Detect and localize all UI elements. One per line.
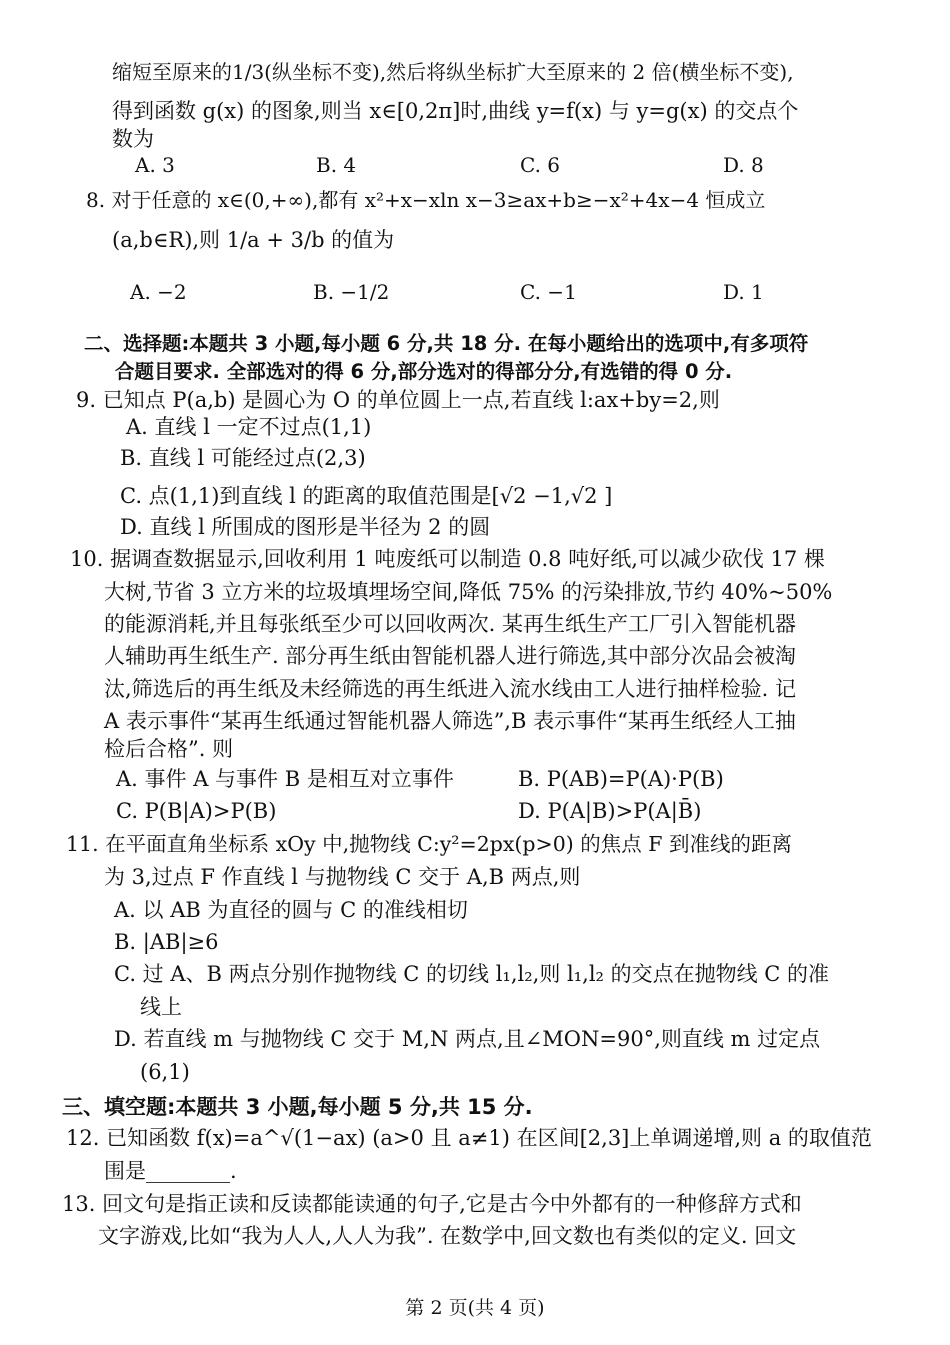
q13-line-1: 13. 回文句是指正读和反读都能读通的句子,它是古今中外都有的一种修辞方式和 bbox=[62, 1192, 802, 1216]
section-2-heading-line-1: 二、选择题:本题共 3 小题,每小题 6 分,共 18 分. 在每小题给出的选项中,有多项符 bbox=[84, 332, 809, 355]
q9-option-c: C. 点(1,1)到直线 l 的距离的取值范围是[√2 −1,√2 ] bbox=[120, 484, 613, 508]
q8-option-b: B. −1/2 bbox=[313, 280, 390, 304]
q10-option-a: A. 事件 A 与事件 B 是相互对立事件 bbox=[116, 767, 454, 791]
q10-line-3: 的能源消耗,并且每张纸至少可以回收两次. 某再生纸生产工厂引入智能机器 bbox=[104, 612, 797, 636]
q10-line-1: 10. 据调查数据显示,回收利用 1 吨废纸可以制造 0.8 吨好纸,可以减少砍伐 17 棵 bbox=[70, 547, 825, 571]
q11-option-b: B. |AB|≥6 bbox=[114, 930, 219, 954]
q7-option-b: B. 4 bbox=[316, 153, 357, 177]
q8-line-1: 8. 对于任意的 x∈(0,+∞),都有 x²+x−xln x−3≥ax+b≥−x²+4x−4 恒成立 bbox=[86, 188, 766, 212]
q12-line-1: 12. 已知函数 f(x)=a^√(1−ax) (a>0 且 a≠1) 在区间[2,3]上单调递增,则 a 的取值范 bbox=[66, 1126, 872, 1150]
q11-line-2: 为 3,过点 F 作直线 l 与抛物线 C 交于 A,B 两点,则 bbox=[104, 865, 581, 889]
q13-line-2: 文字游戏,比如“我为人人,人人为我”. 在数学中,回文数也有类似的定义. 回文 bbox=[98, 1224, 797, 1248]
q11-option-c-line-2: 线上 bbox=[140, 995, 182, 1019]
q7-line-2: 得到函数 g(x) 的图象,则当 x∈[0,2π]时,曲线 y=f(x) 与 y=g(x) 的交点个 bbox=[112, 99, 799, 123]
q10-line-7: 检后合格”. 则 bbox=[104, 737, 234, 761]
q9-option-a: A. 直线 l 一定不过点(1,1) bbox=[126, 415, 372, 439]
q12-line-2: 围是________. bbox=[104, 1159, 237, 1183]
q10-option-b: B. P(AB)=P(A)·P(B) bbox=[518, 767, 724, 791]
q7-option-c: C. 6 bbox=[520, 153, 561, 177]
q10-option-c: C. P(B|A)>P(B) bbox=[116, 799, 277, 823]
q10-line-4: 人辅助再生纸生产. 部分再生纸由智能机器人进行筛选,其中部分次品会被淘 bbox=[104, 644, 797, 668]
q11-option-d-line-2: (6,1) bbox=[140, 1060, 190, 1084]
q7-line-3: 数为 bbox=[112, 127, 154, 151]
q7-option-a: A. 3 bbox=[135, 153, 175, 177]
page-number: 第 2 页(共 4 页) bbox=[405, 1297, 545, 1319]
q7-option-d: D. 8 bbox=[723, 153, 764, 177]
q9-option-d: D. 直线 l 所围成的图形是半径为 2 的圆 bbox=[120, 515, 491, 539]
q11-option-c-line-1: C. 过 A、B 两点分别作抛物线 C 的切线 l₁,l₂,则 l₁,l₂ 的交点在抛物线 C 的准 bbox=[114, 962, 830, 986]
q9-stem: 9. 已知点 P(a,b) 是圆心为 O 的单位圆上一点,若直线 l:ax+by=2,则 bbox=[76, 388, 720, 412]
q9-option-b: B. 直线 l 可能经过点(2,3) bbox=[120, 446, 366, 470]
q7-line-1: 缩短至原来的1/3(纵坐标不变),然后将纵坐标扩大至原来的 2 倍(横坐标不变), bbox=[112, 60, 794, 84]
q11-option-d-line-1: D. 若直线 m 与抛物线 C 交于 M,N 两点,且∠MON=90°,则直线 m 过定点 bbox=[114, 1027, 821, 1051]
section-2-heading-line-2: 合题目要求. 全部选对的得 6 分,部分选对的得部分分,有选错的得 0 分. bbox=[115, 360, 733, 383]
q11-option-a: A. 以 AB 为直径的圆与 C 的准线相切 bbox=[114, 898, 468, 922]
q8-option-d: D. 1 bbox=[723, 280, 764, 304]
q10-option-d: D. P(A|B)>P(A|B̄) bbox=[518, 799, 702, 823]
q8-line-2: (a,b∈R),则 1/a + 3/b 的值为 bbox=[112, 228, 395, 252]
q11-line-1: 11. 在平面直角坐标系 xOy 中,抛物线 C:y²=2px(p>0) 的焦点 F 到准线的距离 bbox=[66, 832, 793, 856]
q10-line-2: 大树,节省 3 立方米的垃圾填埋场空间,降低 75% 的污染排放,节约 40%~50% bbox=[104, 580, 833, 604]
q8-option-a: A. −2 bbox=[130, 280, 187, 304]
section-3-heading: 三、填空题:本题共 3 小题,每小题 5 分,共 15 分. bbox=[62, 1095, 533, 1119]
q8-option-c: C. −1 bbox=[520, 280, 577, 304]
q10-line-5: 汰,筛选后的再生纸及未经筛选的再生纸进入流水线由工人进行抽样检验. 记 bbox=[104, 677, 797, 701]
q10-line-6: A 表示事件“某再生纸通过智能机器人筛选”,B 表示事件“某再生纸经人工抽 bbox=[104, 709, 796, 733]
